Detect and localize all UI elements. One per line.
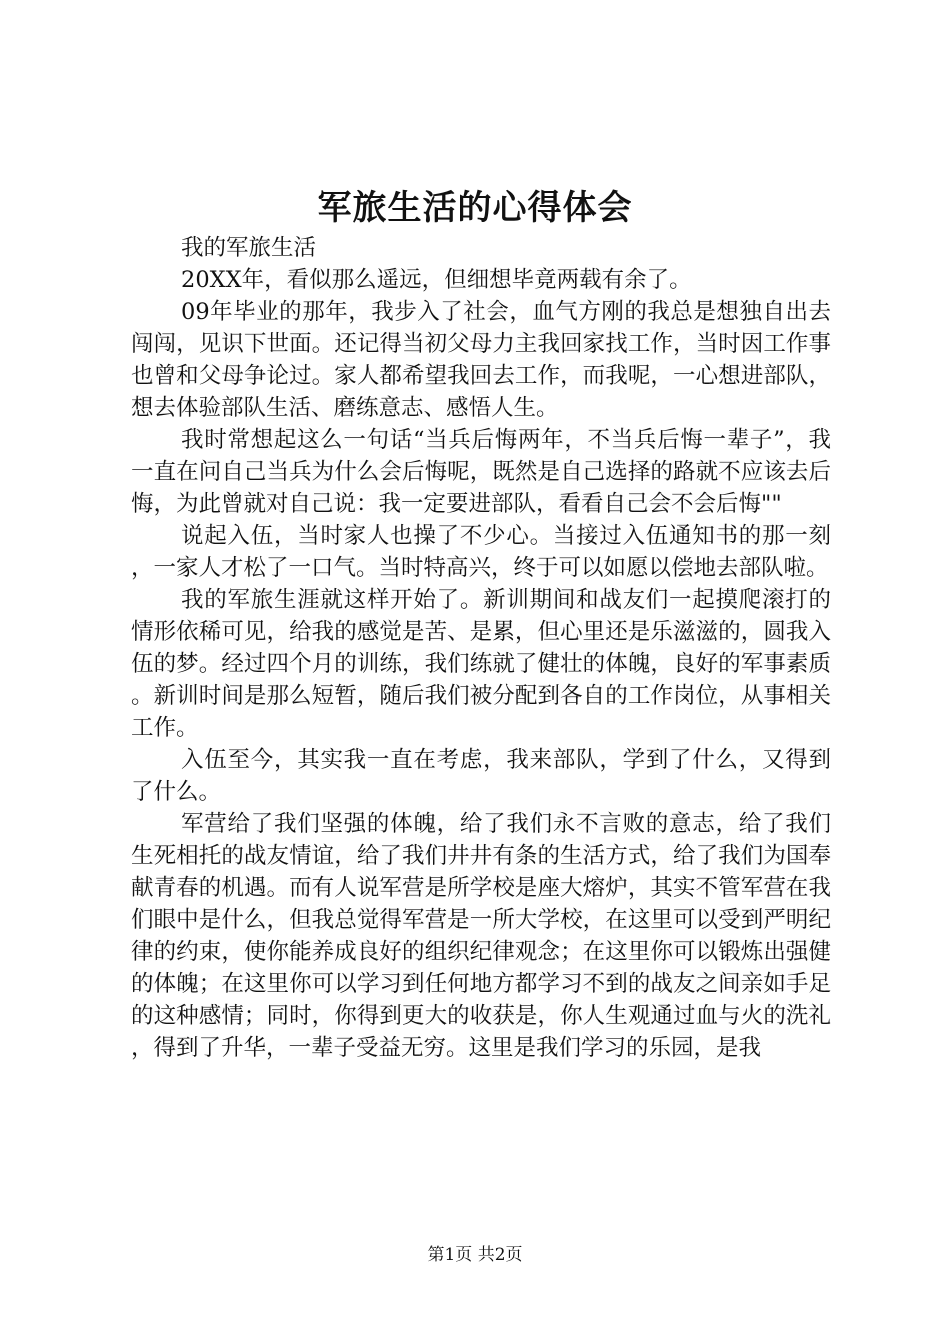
paragraph: 入伍至今，其实我一直在考虑，我来部队，学到了什么，又得到了什么。	[131, 747, 831, 805]
paragraph: 我的军旅生涯就这样开始了。新训期间和战友们一起摸爬滚打的情形依稀可见，给我的感觉是苦、是累，但心里还是乐滋滋的，圆我入伍的梦。经过四个月的训练，我们练就了健壮的体魄，良好的军事素质。新训时间是那么短暂，随后我们被分配到各自的工作岗位，从事相关工作。	[131, 587, 831, 741]
page-number-footer: 第1页 共2页	[427, 1245, 523, 1265]
paragraph: 我时常想起这么一句话“当兵后悔两年，不当兵后悔一辈子”，我一直在问自己当兵为什么会后悔呢，既然是自己选择的路就不应该去后悔，为此曾就对自己说：我一定要进部队，看看自己会不会后悔""	[131, 427, 831, 517]
paragraph-heading: 我的军旅生活	[181, 235, 317, 261]
paragraph: 20XX年，看似那么遥远，但细想毕竟两载有余了。	[181, 267, 692, 293]
paragraph: 说起入伍，当时家人也操了不少心。当接过入伍通知书的那一刻，一家人才松了一口气。当时特高兴，终于可以如愿以偿地去部队啦。	[131, 523, 831, 581]
document-body	[131, 232, 831, 1064]
paragraph: 09年毕业的那年，我步入了社会，血气方刚的我总是想独自出去闯闯，见识下世面。还记得当初父母力主我回家找工作，当时因工作事也曾和父母争论过。家人都希望我回去工作，而我呢，一心想进部队，想去体验部队生活、磨练意志、感悟人生。	[131, 299, 831, 421]
document-title: 军旅生活的心得体会	[317, 188, 633, 228]
paragraph: 军营给了我们坚强的体魄，给了我们永不言败的意志，给了我们生死相托的战友情谊，给了我们井井有条的生活方式，给了我们为国奉献青春的机遇。而有人说军营是所学校是座大熔炉，其实不管军营在我们眼中是什么，但我总觉得军营是一所大学校，在这里可以受到严明纪律的约束，使你能养成良好的组织纪律观念；在这里你可以锻炼出强健的体魄；在这里你可以学习到任何地方都学习不到的战友之间亲如手足的这种感情；同时，你得到更大的收获是，你人生观通过血与火的洗礼，得到了升华，一辈子受益无穷。这里是我们学习的乐园，是我	[131, 811, 831, 1061]
